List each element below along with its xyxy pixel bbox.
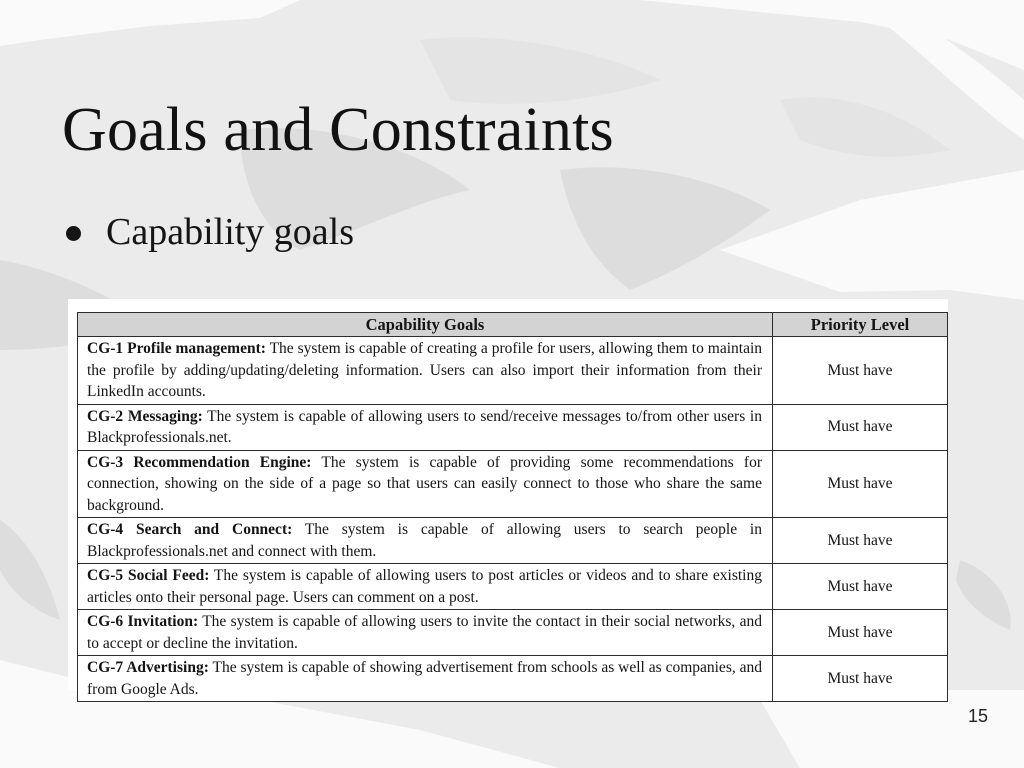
table-row xyxy=(78,518,948,564)
goal-id: CG-7 Advertising: xyxy=(87,659,209,676)
bullet-dot-icon xyxy=(66,226,81,241)
goal-description xyxy=(78,450,773,518)
goal-text: The system is capable of allowing users to search people in Blackprofessionals.net and connect with them. xyxy=(87,521,762,560)
goal-text: The system is capable of showing advertisement from schools as well as companies, and from Google Ads. xyxy=(87,659,762,698)
capability-goals-table xyxy=(77,312,948,702)
goal-description xyxy=(78,564,773,610)
priority-level: Must have xyxy=(773,610,948,656)
goal-text: The system is capable of creating a profile for users, allowing them to maintain the profile by adding/updating/deleting information. Users can also import their information from their LinkedIn accounts. xyxy=(87,340,762,400)
priority-level: Must have xyxy=(773,656,948,702)
table-row xyxy=(78,337,948,405)
column-header-priority-level: Priority Level xyxy=(773,313,948,337)
bullet-item xyxy=(66,208,354,256)
goal-description xyxy=(78,518,773,564)
goal-id: CG-5 Social Feed: xyxy=(87,567,210,584)
goal-text: The system is capable of allowing users to invite the contact in their social networks, and to accept or decline the invitation. xyxy=(87,613,762,652)
slide-title: Goals and Constraints xyxy=(62,96,614,164)
goal-id: CG-1 Profile management: xyxy=(87,340,266,357)
table-row xyxy=(78,564,948,610)
goal-description xyxy=(78,610,773,656)
goal-description xyxy=(78,656,773,702)
priority-level: Must have xyxy=(773,450,948,518)
table-row xyxy=(78,450,948,518)
goal-id: CG-3 Recommendation Engine: xyxy=(87,453,312,471)
page-number: 15 xyxy=(967,706,988,726)
goal-text: The system is capable of providing some recommendations for connection, showing on the side of a page so that users can easily connect to those who share the same background. xyxy=(87,453,762,514)
priority-level: Must have xyxy=(773,518,948,564)
goal-description xyxy=(78,337,773,405)
table-header-row xyxy=(78,313,948,337)
priority-level: Must have xyxy=(773,564,948,610)
bullet-text: Capability goals xyxy=(106,211,355,253)
priority-level: Must have xyxy=(773,404,948,450)
priority-level: Must have xyxy=(773,337,948,405)
goal-text: The system is capable of allowing users to send/receive messages to/from other users in Blackprofessionals.net. xyxy=(87,407,762,446)
column-header-capability-goals: Capability Goals xyxy=(78,313,773,337)
goal-id: CG-6 Invitation: xyxy=(87,613,199,630)
table-row xyxy=(78,404,948,450)
goal-text: The system is capable of allowing users to post articles or videos and to share existing articles onto their personal page. Users can comment on a post. xyxy=(87,567,762,606)
goal-id: CG-4 Search and Connect: xyxy=(87,521,293,538)
goal-id: CG-2 Messaging: xyxy=(87,407,203,425)
goal-description xyxy=(78,404,773,450)
table-row xyxy=(78,656,948,702)
table-row xyxy=(78,610,948,656)
